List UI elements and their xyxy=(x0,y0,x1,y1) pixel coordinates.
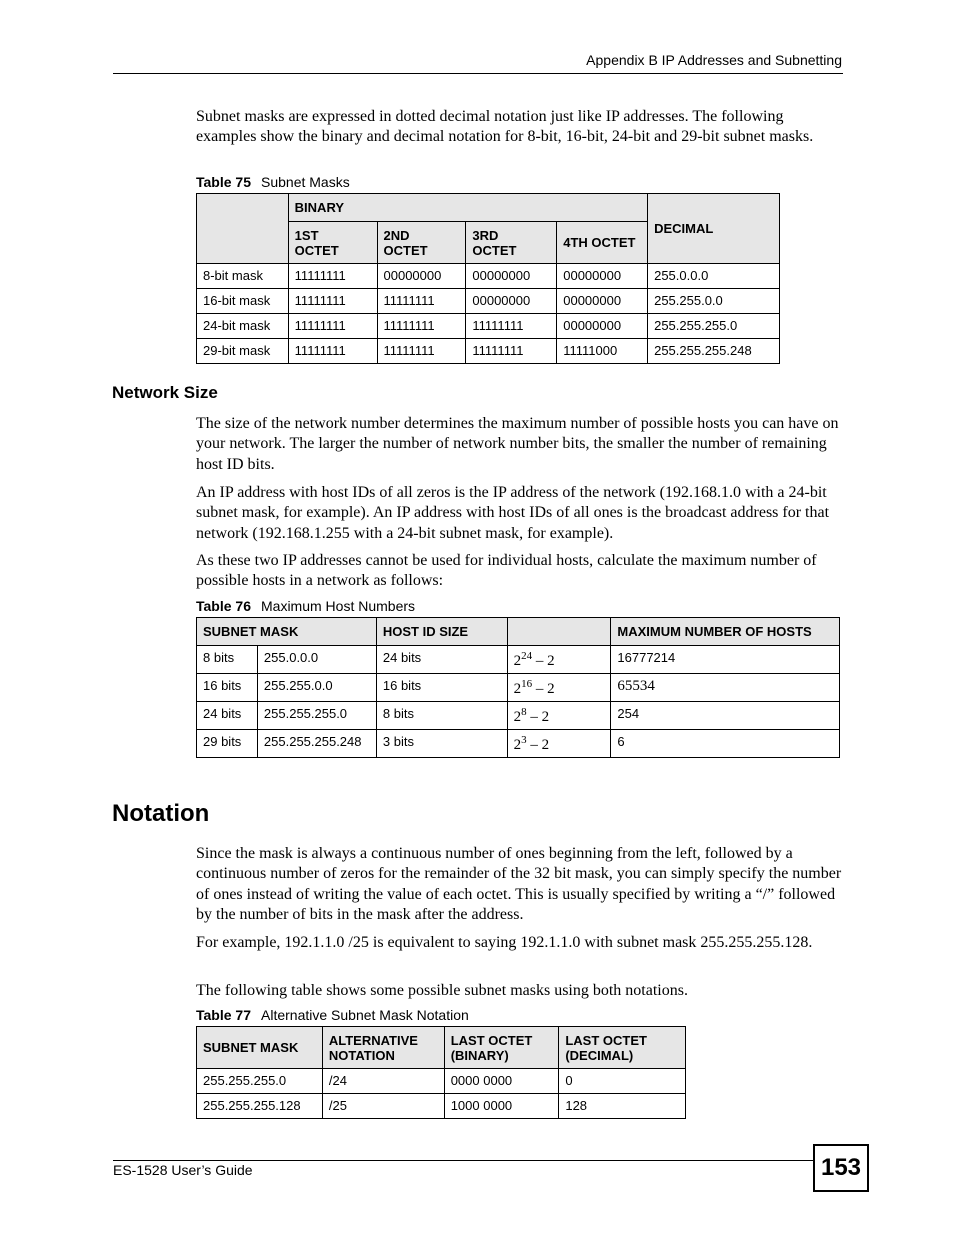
table-cell: 00000000 xyxy=(466,264,557,289)
mask-decimal-cell: 255.255.255.0 xyxy=(257,702,376,730)
max-host-numbers-table xyxy=(196,617,840,758)
formula-minus: – 2 xyxy=(526,737,550,753)
table-cell: 11111111 xyxy=(288,339,377,364)
table-cell: 11111111 xyxy=(466,314,557,339)
table-76-title: Maximum Host Numbers xyxy=(261,598,416,614)
table-cell: 24-bit mask xyxy=(197,314,289,339)
table-cell: 255.0.0.0 xyxy=(648,264,780,289)
max-hosts-cell: 16777214 xyxy=(611,646,840,674)
table-75-label: Table 75 xyxy=(196,174,251,190)
formula-base: 2 xyxy=(513,709,522,725)
table-row xyxy=(197,264,780,289)
table-cell: 00000000 xyxy=(557,314,648,339)
footer-rule xyxy=(113,1160,813,1161)
network-size-p1: The size of the network number determines the maximum number of possible hosts you can have on your network. The larger the number of network number bits, the smaller the number of remaining host ID bits. xyxy=(196,415,839,473)
network-size-heading: Network Size xyxy=(112,383,218,402)
octet-header: 2ND OCTET xyxy=(377,222,466,264)
decimal-header: DECIMAL xyxy=(648,194,780,264)
formula-cell xyxy=(507,702,611,730)
table-cell: 1000 0000 xyxy=(444,1094,559,1119)
alt-notation-table xyxy=(196,1026,686,1119)
table-cell: 255.255.255.128 xyxy=(197,1094,323,1119)
table-cell: 11111000 xyxy=(557,339,648,364)
max-hosts-cell: 65534 xyxy=(611,674,840,702)
table-76-caption xyxy=(196,598,415,614)
column-header: LAST OCTET (BINARY) xyxy=(444,1027,559,1069)
intro-paragraph: Subnet masks are expressed in dotted decimal notation just like IP addresses. The following examples show the binary and decimal notation for 8-bit, 16-bit, 24-bit and 29-bit subnet masks. xyxy=(196,108,814,146)
power-formula xyxy=(513,734,550,753)
power-formula xyxy=(513,650,555,669)
formula-base: 2 xyxy=(513,681,522,697)
table-cell: 00000000 xyxy=(557,289,648,314)
table-cell: 255.255.0.0 xyxy=(648,289,780,314)
binary-header: BINARY xyxy=(288,194,647,222)
host-id-size-cell: 16 bits xyxy=(376,674,507,702)
table-cell: 11111111 xyxy=(377,339,466,364)
host-id-size-header: HOST ID SIZE xyxy=(376,618,507,646)
formula-cell xyxy=(507,646,611,674)
formula-exponent: 3 xyxy=(521,734,527,746)
max-hosts-cell: 254 xyxy=(611,702,840,730)
table-cell: 11111111 xyxy=(377,314,466,339)
table-row xyxy=(197,730,840,758)
mask-decimal-cell: 255.255.0.0 xyxy=(257,674,376,702)
table-row xyxy=(197,1069,686,1094)
max-hosts-cell: 6 xyxy=(611,730,840,758)
column-header: ALTERNATIVE NOTATION xyxy=(322,1027,444,1069)
table-cell: /25 xyxy=(322,1094,444,1119)
subnet-mask-header: SUBNET MASK xyxy=(197,618,377,646)
table-cell: 255.255.255.248 xyxy=(648,339,780,364)
table-cell: 00000000 xyxy=(557,264,648,289)
subnet-masks-table xyxy=(196,193,780,364)
table-cell: 8-bit mask xyxy=(197,264,289,289)
formula-minus: – 2 xyxy=(532,653,555,669)
notation-p2: For example, 192.1.1.0 /25 is equivalent to saying 192.1.1.0 with subnet mask 255.255.255.128. xyxy=(196,934,813,951)
formula-base: 2 xyxy=(513,653,522,669)
table-75-title: Subnet Masks xyxy=(261,174,350,190)
table-75-caption xyxy=(196,174,350,190)
table-76-label: Table 76 xyxy=(196,598,251,614)
host-id-size-cell: 24 bits xyxy=(376,646,507,674)
table-cell: 11111111 xyxy=(466,339,557,364)
octet-header: 4TH OCTET xyxy=(557,222,648,264)
power-formula xyxy=(513,678,555,697)
host-id-size-cell: 8 bits xyxy=(376,702,507,730)
page-number: 153 xyxy=(813,1144,869,1192)
table-row xyxy=(197,674,840,702)
mask-bits-cell: 29 bits xyxy=(197,730,258,758)
octet-header: 3RD OCTET xyxy=(466,222,557,264)
table-cell: 0000 0000 xyxy=(444,1069,559,1094)
max-hosts-header: MAXIMUM NUMBER OF HOSTS xyxy=(611,618,840,646)
octet-header: 1ST OCTET xyxy=(288,222,377,264)
notation-heading: Notation xyxy=(112,800,210,827)
table-cell: 00000000 xyxy=(377,264,466,289)
formula-minus: – 2 xyxy=(526,709,550,725)
table-75-corner xyxy=(197,194,289,264)
table-row xyxy=(197,289,780,314)
table-cell: 11111111 xyxy=(288,314,377,339)
table-row xyxy=(197,646,840,674)
host-id-size-cell: 3 bits xyxy=(376,730,507,758)
table-row xyxy=(197,1094,686,1119)
power-formula xyxy=(513,706,550,725)
table-cell: 0 xyxy=(559,1069,686,1094)
guide-name: ES-1528 User’s Guide xyxy=(113,1162,253,1178)
network-size-p2: An IP address with host IDs of all zeros is the IP address of the network (192.168.1.0 with a 24-bit subnet mask, for example). An IP address with host IDs of all ones is the broadcast address for that network (192.168.1.255 with a 24-bit subnet mask, for example). xyxy=(196,484,830,542)
table-cell: 255.255.255.0 xyxy=(197,1069,323,1094)
table-cell: 11111111 xyxy=(288,264,377,289)
table-77-caption xyxy=(196,1007,469,1023)
table-cell: 29-bit mask xyxy=(197,339,289,364)
formula-base: 2 xyxy=(513,737,522,753)
table-cell: 16-bit mask xyxy=(197,289,289,314)
network-size-p3: As these two IP addresses cannot be used for individual hosts, calculate the maximum number of possible hosts in a network as follows: xyxy=(196,552,817,590)
notation-p3: The following table shows some possible subnet masks using both notations. xyxy=(196,982,688,999)
table-row xyxy=(197,314,780,339)
table-cell: 255.255.255.0 xyxy=(648,314,780,339)
formula-minus: – 2 xyxy=(532,681,555,697)
table-cell: 128 xyxy=(559,1094,686,1119)
table-77-title: Alternative Subnet Mask Notation xyxy=(261,1007,469,1023)
formula-exponent: 16 xyxy=(521,678,533,690)
formula-cell xyxy=(507,730,611,758)
formula-header xyxy=(507,618,611,646)
mask-bits-cell: 8 bits xyxy=(197,646,258,674)
mask-bits-cell: 24 bits xyxy=(197,702,258,730)
mask-bits-cell: 16 bits xyxy=(197,674,258,702)
mask-decimal-cell: 255.255.255.248 xyxy=(257,730,376,758)
table-cell: /24 xyxy=(322,1069,444,1094)
notation-p1: Since the mask is always a continuous number of ones beginning from the left, followed by a continuous number of zeros for the remainder of the 32 bit mask, you can simply specify the number of ones instead of writing the value of each octet. This is usually specified by writing a “/” followed by the number of bits in the mask after the address. xyxy=(196,845,842,923)
table-row xyxy=(197,702,840,730)
header-rule xyxy=(113,73,843,74)
column-header: LAST OCTET (DECIMAL) xyxy=(559,1027,686,1069)
column-header: SUBNET MASK xyxy=(197,1027,323,1069)
table-77-label: Table 77 xyxy=(196,1007,251,1023)
formula-exponent: 24 xyxy=(521,650,533,662)
formula-cell xyxy=(507,674,611,702)
table-cell: 11111111 xyxy=(377,289,466,314)
formula-exponent: 8 xyxy=(521,706,527,718)
table-cell: 11111111 xyxy=(288,289,377,314)
table-row xyxy=(197,339,780,364)
running-header: Appendix B IP Addresses and Subnetting xyxy=(586,52,842,68)
mask-decimal-cell: 255.0.0.0 xyxy=(257,646,376,674)
table-cell: 00000000 xyxy=(466,289,557,314)
